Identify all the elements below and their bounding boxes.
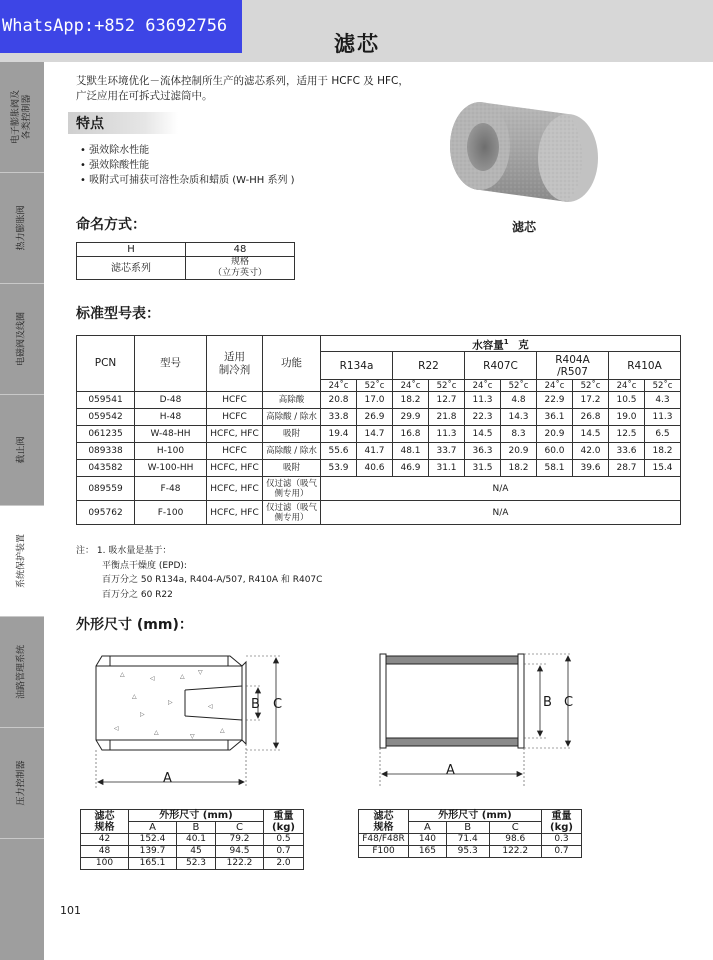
sidebar-tab-solenoid-valves[interactable]: [0, 284, 44, 395]
sidebar-tab-label: 热力膨胀阀: [16, 205, 27, 251]
cell-value: 2.0: [264, 858, 304, 870]
features-list: [80, 143, 295, 188]
cell-value: 140: [409, 834, 447, 846]
temp-header: 24˚c: [321, 380, 357, 392]
models-heading: 标准型号表：: [76, 306, 160, 322]
cell-value: 17.2: [573, 392, 609, 409]
temp-header: 52˚c: [573, 380, 609, 392]
cell-value: 40.1: [176, 834, 215, 846]
cell-value: 19.0: [609, 409, 645, 426]
cell-function: 高除酸: [263, 392, 321, 409]
notes: [76, 544, 322, 602]
cell-value: 0.3: [542, 834, 582, 846]
features-title: 特点: [76, 116, 104, 132]
water-capacity-label: 水容量: [472, 339, 504, 352]
cell-value: 11.3: [645, 409, 681, 426]
cell-value: 55.6: [321, 443, 357, 460]
cell-value: 36.3: [465, 443, 501, 460]
cell-function: 高除酸 / 除水: [263, 443, 321, 460]
cell-model: F-100: [135, 501, 207, 525]
cell-refrigerant: HCFC, HFC: [207, 460, 263, 477]
refrigerant-header: R407C: [465, 352, 537, 380]
cell-value: 19.4: [321, 426, 357, 443]
drawing-hollow-core: [368, 648, 593, 798]
cell-value: 8.3: [501, 426, 537, 443]
dims-subheader: A: [129, 822, 177, 834]
cell-value: 31.1: [429, 460, 465, 477]
cell-refrigerant: HCFC: [207, 392, 263, 409]
cell-value: 15.4: [645, 460, 681, 477]
cell-value: 18.2: [501, 460, 537, 477]
sidebar-tab-label: 系统保护装置: [16, 533, 27, 589]
cell-value: 42.0: [573, 443, 609, 460]
cell-value: 4.8: [501, 392, 537, 409]
features-heading: [68, 112, 178, 134]
temp-header: 24˚c: [537, 380, 573, 392]
svg-text:◁: ◁: [208, 703, 213, 710]
drawing-solid-core: [80, 648, 305, 798]
note-line: 百万分之 50 R134a, R404-A/507, R410A 和 R407C: [102, 575, 323, 585]
cell-function: 仅过滤（吸气 侧专用）: [263, 477, 321, 501]
cell-model: F-48: [135, 477, 207, 501]
table-row: [77, 477, 681, 501]
svg-text:▽: ▽: [198, 669, 203, 676]
cell-value: 60.0: [537, 443, 573, 460]
cell-value: 14.7: [357, 426, 393, 443]
cell-value: 139.7: [129, 846, 177, 858]
cell-model: D-48: [135, 392, 207, 409]
cell-value: 33.7: [429, 443, 465, 460]
cell-value: 6.5: [645, 426, 681, 443]
cell-refrigerant: HCFC, HFC: [207, 426, 263, 443]
col-header-function: 功能: [263, 336, 321, 392]
col-header-refrigerant: 适用 制冷剂: [207, 336, 263, 392]
cell-value: 0.7: [264, 846, 304, 858]
naming-cell: 规格 （立方英寸）: [186, 257, 295, 280]
cell-na: N/A: [321, 477, 681, 501]
cell-value: 26.9: [357, 409, 393, 426]
svg-text:△: △: [180, 673, 185, 680]
cell-pcn: 061235: [77, 426, 135, 443]
cell-value: 26.8: [573, 409, 609, 426]
cell-value: 36.1: [537, 409, 573, 426]
intro-text: 艾默生环境优化－流体控制所生产的滤芯系列，适用于 HCFC 及 HFC，广泛应用在可拆式过滤筒中。: [76, 75, 409, 102]
dim-label-b: B: [251, 697, 260, 712]
cell-refrigerant: HCFC: [207, 409, 263, 426]
col-header-model: 型号: [135, 336, 207, 392]
cell-value: 14.5: [465, 426, 501, 443]
dims-header-weight: 重量 (kg): [542, 810, 582, 834]
models-table: [76, 335, 681, 525]
sidebar-tab-system-protection[interactable]: [0, 506, 44, 617]
dims-subheader: A: [409, 822, 447, 834]
cell-value: 28.7: [609, 460, 645, 477]
temp-header: 24˚c: [465, 380, 501, 392]
cell-function: 吸附: [263, 460, 321, 477]
table-row: [81, 834, 304, 846]
cell-value: 48: [81, 846, 129, 858]
cell-value: 12.5: [609, 426, 645, 443]
cell-value: 22.9: [537, 392, 573, 409]
table-row: [359, 834, 582, 846]
sidebar-tab-pressure-controls[interactable]: [0, 728, 44, 839]
svg-text:◁: ◁: [114, 725, 119, 732]
cell-refrigerant: HCFC, HFC: [207, 477, 263, 501]
temp-header: 52˚c: [357, 380, 393, 392]
photo-caption: 滤芯: [512, 220, 537, 234]
temp-header: 52˚c: [645, 380, 681, 392]
temp-header: 52˚c: [429, 380, 465, 392]
table-row: [77, 460, 681, 477]
cell-pcn: 089338: [77, 443, 135, 460]
dim-label-c: C: [273, 697, 283, 712]
cell-value: 0.5: [264, 834, 304, 846]
cell-model: W-48-HH: [135, 426, 207, 443]
cell-model: W-100-HH: [135, 460, 207, 477]
cell-refrigerant: HCFC: [207, 443, 263, 460]
cell-value: 10.5: [609, 392, 645, 409]
temp-header: 52˚c: [501, 380, 537, 392]
feature-item: • 强效除酸性能: [80, 158, 295, 173]
svg-text:△: △: [120, 671, 125, 678]
sidebar-tab-label: 压力控制器: [16, 760, 27, 806]
cell-value: 40.6: [357, 460, 393, 477]
cell-value: 22.3: [465, 409, 501, 426]
table-row: [77, 443, 681, 460]
svg-text:▷: ▷: [168, 699, 173, 706]
table-row: [77, 501, 681, 525]
page-title: 滤芯: [334, 32, 380, 56]
sidebar-tab-label: 电磁阀及线圈: [16, 311, 27, 367]
cell-value: 45: [176, 846, 215, 858]
dims-table-hollow: [358, 809, 582, 858]
feature-item: • 强效除水性能: [80, 143, 295, 158]
cell-value: 12.7: [429, 392, 465, 409]
dims-header-weight: 重量 (kg): [264, 810, 304, 834]
cell-value: 29.9: [393, 409, 429, 426]
cell-function: 吸附: [263, 426, 321, 443]
filter-core-photo: [418, 90, 618, 215]
water-capacity-unit: 克: [518, 339, 529, 352]
naming-cell: H: [77, 243, 186, 257]
sidebar-tab-oil-management[interactable]: [0, 617, 44, 728]
sidebar-tab-label: 电子膨胀阀及 各类控制器: [11, 89, 32, 145]
naming-cell: 48: [186, 243, 295, 257]
table-row: [81, 846, 304, 858]
water-capacity-footnote: 1: [503, 337, 509, 346]
dims-table-solid: [80, 809, 304, 870]
note-line: 百万分之 60 R22: [102, 589, 173, 600]
dims-header-filter: 滤芯 规格: [81, 810, 129, 834]
dims-subheader: B: [446, 822, 489, 834]
dims-header-dims: 外形尺寸 (mm): [129, 810, 264, 822]
sidebar-tab-thermal-valves[interactable]: [0, 173, 44, 284]
svg-text:▷: ▷: [140, 711, 145, 718]
cell-value: 39.6: [573, 460, 609, 477]
cell-value: 18.2: [393, 392, 429, 409]
cell-value: 122.2: [216, 858, 264, 870]
svg-text:△: △: [132, 693, 137, 700]
cell-value: 79.2: [216, 834, 264, 846]
cell-value: 122.2: [489, 846, 542, 858]
sidebar: [0, 62, 44, 960]
cell-pcn: 059542: [77, 409, 135, 426]
table-row: [77, 392, 681, 409]
cell-value: 41.7: [357, 443, 393, 460]
cell-value: 95.3: [446, 846, 489, 858]
dims-heading: 外形尺寸 (mm)：: [76, 617, 193, 633]
cell-value: 0.7: [542, 846, 582, 858]
sidebar-tab-label: 油路管理系统: [16, 644, 27, 700]
sidebar-tab-electronic-valves[interactable]: [0, 62, 44, 173]
col-header-pcn: PCN: [77, 336, 135, 392]
cell-pcn: 089559: [77, 477, 135, 501]
dims-header-dims: 外形尺寸 (mm): [409, 810, 542, 822]
cell-na: N/A: [321, 501, 681, 525]
naming-table: [76, 242, 295, 280]
sidebar-tab-shutoff-valves[interactable]: [0, 395, 44, 506]
cell-value: 58.1: [537, 460, 573, 477]
svg-text:△: △: [220, 727, 225, 734]
cell-value: 42: [81, 834, 129, 846]
table-row: [77, 409, 681, 426]
cell-value: 165.1: [129, 858, 177, 870]
cell-value: 48.1: [393, 443, 429, 460]
table-row: [359, 846, 582, 858]
table-row: [81, 858, 304, 870]
cell-value: 11.3: [429, 426, 465, 443]
cell-value: 71.4: [446, 834, 489, 846]
cell-value: 46.9: [393, 460, 429, 477]
dims-subheader: C: [489, 822, 542, 834]
cell-refrigerant: HCFC, HFC: [207, 501, 263, 525]
cell-value: 33.6: [609, 443, 645, 460]
cell-value: 14.3: [501, 409, 537, 426]
cell-pcn: 059541: [77, 392, 135, 409]
cell-value: 152.4: [129, 834, 177, 846]
temp-header: 24˚c: [609, 380, 645, 392]
cell-pcn: 095762: [77, 501, 135, 525]
sidebar-tab-label: 截止阀: [16, 436, 27, 464]
dim-label-b-2: B: [543, 695, 552, 710]
note-line: 1. 吸水量是基于：: [96, 546, 172, 556]
cell-value: 165: [409, 846, 447, 858]
naming-heading: 命名方式：: [76, 217, 146, 233]
cell-value: 11.3: [465, 392, 501, 409]
cell-value: 4.3: [645, 392, 681, 409]
dims-header-filter: 滤芯 规格: [359, 810, 409, 834]
cell-value: 18.2: [645, 443, 681, 460]
cell-value: 98.6: [489, 834, 542, 846]
cell-pcn: 043582: [77, 460, 135, 477]
cell-value: 100: [81, 858, 129, 870]
cell-value: 20.8: [321, 392, 357, 409]
naming-cell: 滤芯系列: [77, 257, 186, 280]
svg-text:△: △: [154, 729, 159, 736]
dim-label-a: A: [163, 771, 172, 786]
cell-model: H-100: [135, 443, 207, 460]
cell-value: 31.5: [465, 460, 501, 477]
cell-function: 高除酸 / 除水: [263, 409, 321, 426]
cell-value: 20.9: [501, 443, 537, 460]
col-header-water-capacity: [321, 336, 681, 352]
refrigerant-header: R404A /R507: [537, 352, 609, 380]
svg-text:◁: ◁: [150, 675, 155, 682]
page-number: 101: [60, 904, 81, 917]
cell-value: 14.5: [573, 426, 609, 443]
watermark-badge: WhatsApp:+852 63692756: [0, 0, 242, 53]
cell-value: 94.5: [216, 846, 264, 858]
cell-value: 16.8: [393, 426, 429, 443]
cell-value: 33.8: [321, 409, 357, 426]
cell-value: 21.8: [429, 409, 465, 426]
cell-model: H-48: [135, 409, 207, 426]
refrigerant-header: R134a: [321, 352, 393, 380]
feature-item: • 吸附式可捕获可溶性杂质和蜡质 (W-HH 系列 ): [80, 173, 295, 188]
table-row: [77, 426, 681, 443]
dims-subheader: B: [176, 822, 215, 834]
cell-value: 17.0: [357, 392, 393, 409]
dim-label-c-2: C: [564, 695, 574, 710]
refrigerant-header: R410A: [609, 352, 681, 380]
notes-prefix: 注：: [76, 546, 95, 556]
svg-text:▽: ▽: [190, 733, 195, 740]
note-line: 平衡点干燥度 (EPD):: [102, 560, 187, 571]
cell-value: 53.9: [321, 460, 357, 477]
cell-value: F48/F48R: [359, 834, 409, 846]
temp-header: 24˚c: [393, 380, 429, 392]
dims-subheader: C: [216, 822, 264, 834]
cell-value: 20.9: [537, 426, 573, 443]
cell-value: 52.3: [176, 858, 215, 870]
cell-value: F100: [359, 846, 409, 858]
cell-function: 仅过滤（吸气 侧专用）: [263, 501, 321, 525]
dim-label-a-2: A: [446, 763, 455, 778]
refrigerant-header: R22: [393, 352, 465, 380]
